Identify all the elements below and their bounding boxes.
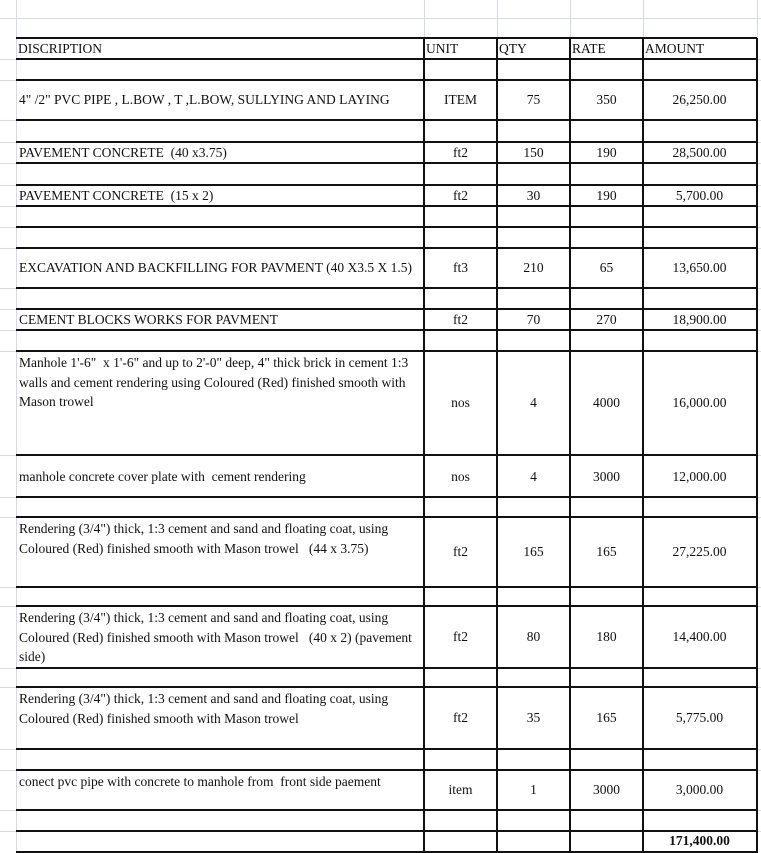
row-8-qty-text: 165	[523, 544, 544, 559]
row-5-qty-text: 70	[526, 311, 541, 327]
row-2-amount[interactable]	[643, 142, 756, 163]
row-1-unit-text: ITEM	[444, 92, 477, 107]
row-5-qty[interactable]	[497, 309, 570, 330]
row-7-amount[interactable]	[643, 456, 756, 497]
row-10-qty[interactable]	[497, 687, 570, 749]
row-3-qty-text: 30	[526, 187, 541, 203]
row-5-rate[interactable]	[570, 309, 643, 330]
row-7-unit-text: nos	[451, 468, 470, 484]
row-7-unit[interactable]	[424, 456, 497, 497]
row-4-description-text: EXCAVATION AND BACKFILLING FOR PAVMENT (40 X3.5 X 1.5)	[19, 260, 413, 276]
row-6-description-text: Manhole 1'-6" x 1'-6" and up to 2'-0" deep, 4" thick brick in cement 1:3 walls and cement rendering using Coloured (Red) finished smooth with Mason trowel	[19, 355, 412, 409]
row-6-rate[interactable]	[570, 351, 643, 455]
row-11-amount-text: 3,000.00	[675, 782, 724, 797]
row-7-rate-text: 3000	[593, 468, 620, 484]
gridline	[497, 0, 498, 38]
row-3-rate[interactable]	[570, 185, 643, 206]
row-8-description[interactable]	[16, 517, 424, 587]
row-5-unit-text: ft2	[453, 311, 468, 327]
row-3-amount[interactable]	[643, 185, 756, 206]
row-9-amount-text: 14,400.00	[672, 629, 727, 644]
row-10-amount-text: 5,775.00	[675, 710, 724, 725]
row-8-rate-text: 165	[596, 544, 617, 559]
row-9-unit-text: ft2	[453, 629, 468, 644]
row-6-unit[interactable]	[424, 351, 497, 455]
row-8-description-text: Rendering (3/4") thick, 1:3 cement and sand and floating coat, using Coloured (Red) finished smooth with Mason trowel (44 x 3.75)	[19, 521, 392, 556]
row-9-qty-text: 80	[526, 629, 541, 644]
row-2-qty[interactable]	[497, 142, 570, 163]
header-qty[interactable]	[497, 39, 570, 59]
gridline	[757, 0, 758, 38]
row-2-unit[interactable]	[424, 142, 497, 163]
row-2-rate[interactable]	[570, 142, 643, 163]
row-6-rate-text: 4000	[593, 395, 620, 410]
row-10-unit-text: ft2	[453, 710, 468, 725]
row-7-description[interactable]	[16, 456, 424, 497]
row-8-qty[interactable]	[497, 517, 570, 587]
row-2-rate-text: 190	[596, 144, 617, 160]
row-10-rate-text: 165	[596, 710, 617, 725]
row-1-qty-text: 75	[526, 92, 541, 107]
row-9-description[interactable]	[16, 606, 424, 668]
row-11-unit[interactable]	[424, 770, 497, 810]
row-5-description-text: CEMENT BLOCKS WORKS FOR PAVMENT	[19, 311, 279, 327]
row-9-unit[interactable]	[424, 606, 497, 668]
row-5-amount-text: 18,900.00	[672, 311, 727, 327]
row-6-amount-text: 16,000.00	[672, 395, 727, 410]
row-1-rate[interactable]	[570, 80, 643, 120]
row-3-description-text: PAVEMENT CONCRETE (15 x 2)	[19, 187, 214, 203]
row-1-amount[interactable]	[643, 80, 756, 120]
row-11-rate[interactable]	[570, 770, 643, 810]
row-6-amount[interactable]	[643, 351, 756, 455]
row-10-amount[interactable]	[643, 687, 756, 749]
header-unit-label: UNIT	[426, 41, 459, 56]
row-2-description-text: PAVEMENT CONCRETE (40 x3.75)	[19, 144, 227, 160]
row-5-description[interactable]	[16, 309, 424, 330]
row-8-amount-text: 27,225.00	[672, 544, 727, 559]
row-10-qty-text: 35	[526, 710, 541, 725]
row-9-amount[interactable]	[643, 606, 756, 668]
row-4-unit-text: ft3	[453, 260, 468, 275]
row-8-unit-text: ft2	[453, 544, 468, 559]
row-8-amount[interactable]	[643, 517, 756, 587]
total-amount[interactable]	[643, 831, 756, 851]
row-11-amount[interactable]	[643, 770, 756, 810]
row-9-qty[interactable]	[497, 606, 570, 668]
row-11-unit-text: item	[448, 782, 473, 797]
header-amount[interactable]	[643, 39, 756, 59]
header-description[interactable]	[16, 39, 424, 59]
header-amount-label: AMOUNT	[645, 41, 705, 56]
row-2-amount-text: 28,500.00	[672, 144, 727, 160]
header-unit[interactable]	[424, 39, 497, 59]
cell-border	[16, 226, 757, 228]
row-11-qty[interactable]	[497, 770, 570, 810]
row-10-description[interactable]	[16, 687, 424, 749]
row-2-qty-text: 150	[523, 144, 544, 160]
row-11-qty-text: 1	[530, 782, 537, 797]
gridline	[643, 0, 644, 38]
row-1-rate-text: 350	[596, 92, 617, 107]
row-3-unit[interactable]	[424, 185, 497, 206]
row-4-rate[interactable]	[570, 248, 643, 288]
gridline	[570, 0, 571, 38]
row-4-unit[interactable]	[424, 248, 497, 288]
row-11-rate-text: 3000	[593, 782, 620, 797]
row-7-description-text: manhole concrete cover plate with cement rendering	[19, 468, 306, 484]
row-1-amount-text: 26,250.00	[672, 92, 727, 107]
row-4-description[interactable]	[16, 248, 424, 288]
row-7-amount-text: 12,000.00	[672, 468, 727, 484]
row-1-qty[interactable]	[497, 80, 570, 120]
row-9-rate[interactable]	[570, 606, 643, 668]
row-3-qty[interactable]	[497, 185, 570, 206]
row-1-description[interactable]	[16, 80, 424, 120]
row-4-amount-text: 13,650.00	[672, 260, 727, 275]
row-3-rate-text: 190	[596, 187, 617, 203]
row-11-description-text: conect pvc pipe with concrete to manhole from front side paement	[19, 774, 381, 789]
header-rate-label: RATE	[572, 41, 606, 56]
row-6-qty-text: 4	[530, 395, 537, 410]
row-6-description[interactable]	[16, 351, 424, 455]
row-6-qty[interactable]	[497, 351, 570, 455]
gridline	[424, 0, 425, 38]
row-6-unit-text: nos	[451, 395, 470, 410]
gridline	[0, 18, 761, 19]
row-7-qty[interactable]	[497, 456, 570, 497]
row-5-amount[interactable]	[643, 309, 756, 330]
header-rate[interactable]	[570, 39, 643, 59]
row-4-qty[interactable]	[497, 248, 570, 288]
row-4-amount[interactable]	[643, 248, 756, 288]
row-11-description[interactable]	[16, 770, 424, 810]
row-2-unit-text: ft2	[453, 144, 468, 160]
row-5-rate-text: 270	[596, 311, 617, 327]
row-9-description-text: Rendering (3/4") thick, 1:3 cement and sand and floating coat, using Coloured (Red) finished smooth with Mason trowel (40 x 2) (pavement side)	[19, 610, 416, 664]
row-1-description-text: 4" /2" PVC PIPE , L.BOW , T ,L.BOW, SULLYING AND LAYING	[19, 92, 390, 108]
total-amount-text: 171,400.00	[669, 833, 730, 848]
row-4-rate-text: 65	[599, 260, 614, 275]
header-description-label: DISCRIPTION	[18, 41, 103, 56]
row-3-unit-text: ft2	[453, 187, 468, 203]
row-3-description[interactable]	[16, 185, 424, 206]
row-9-rate-text: 180	[596, 629, 617, 644]
row-7-qty-text: 4	[530, 468, 537, 484]
row-10-description-text: Rendering (3/4") thick, 1:3 cement and sand and floating coat, using Coloured (Red) finished smooth with Mason trowel	[19, 691, 392, 726]
row-8-rate[interactable]	[570, 517, 643, 587]
row-7-rate[interactable]	[570, 456, 643, 497]
row-8-unit[interactable]	[424, 517, 497, 587]
row-5-unit[interactable]	[424, 309, 497, 330]
row-4-qty-text: 210	[523, 260, 544, 275]
row-2-description[interactable]	[16, 142, 424, 163]
row-10-rate[interactable]	[570, 687, 643, 749]
cell-border	[756, 38, 758, 853]
row-10-unit[interactable]	[424, 687, 497, 749]
row-3-amount-text: 5,700.00	[675, 187, 724, 203]
header-qty-label: QTY	[499, 41, 527, 56]
row-1-unit[interactable]	[424, 80, 497, 120]
